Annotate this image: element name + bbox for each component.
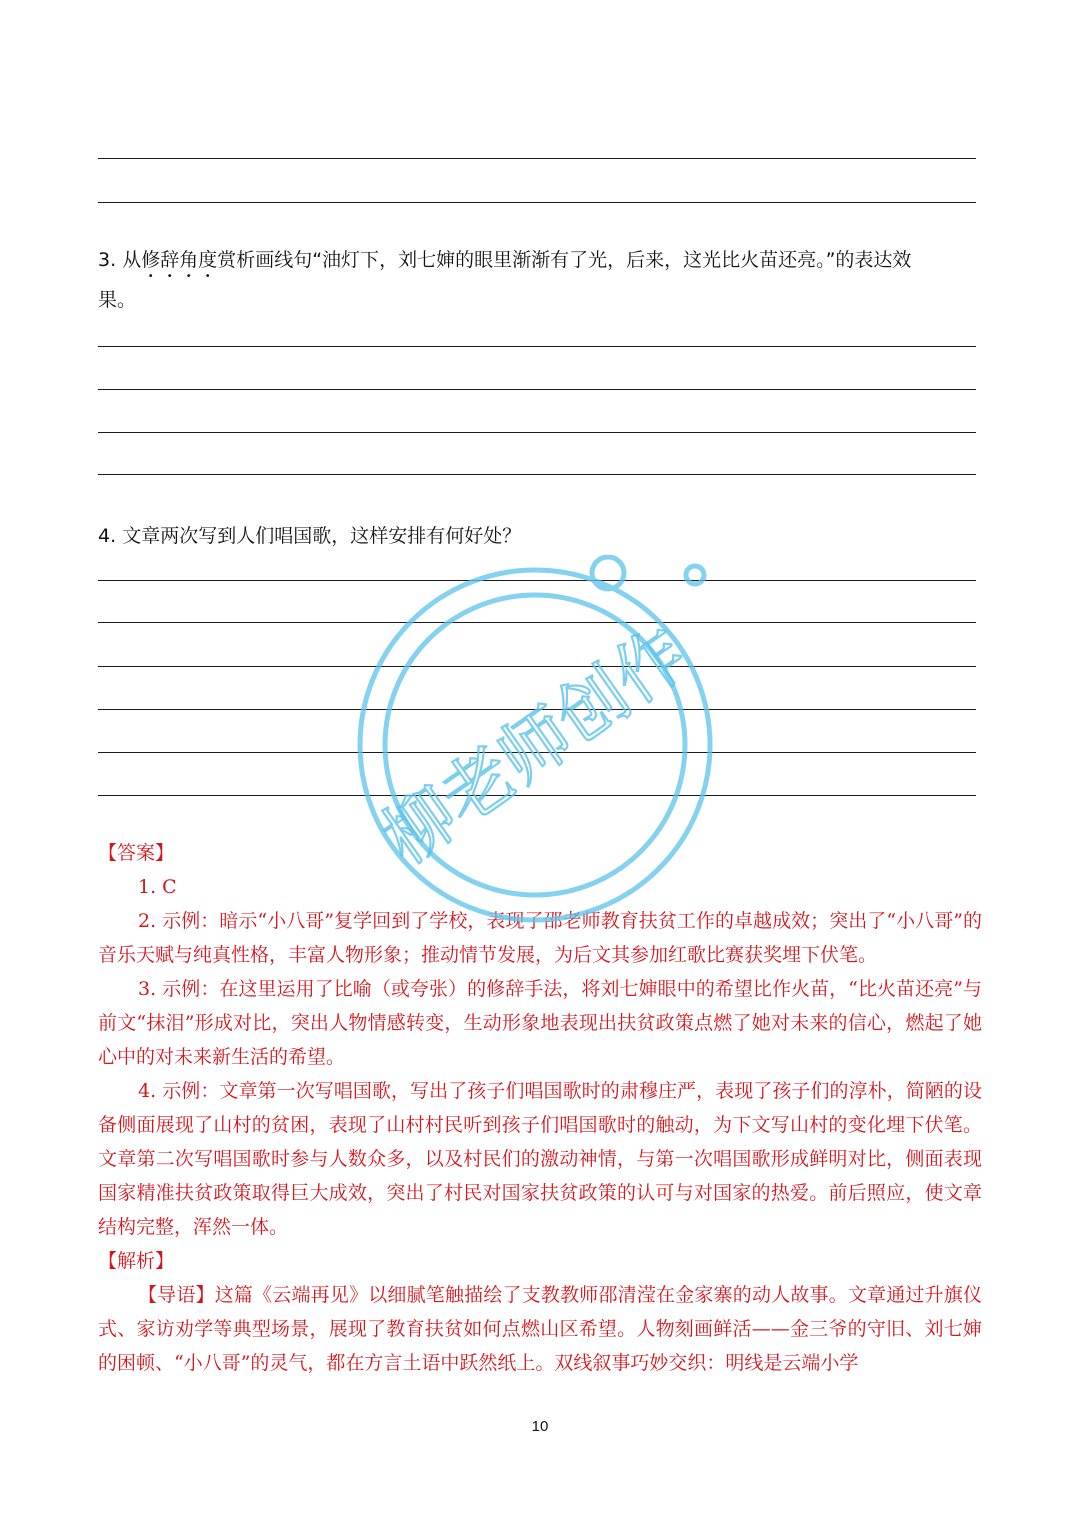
question-4 <box>98 518 988 554</box>
question-text: 从 <box>122 249 142 271</box>
answer-line <box>98 474 976 475</box>
question-text: 赏析画线句“油灯下，刘七婶的眼里渐渐有了光，后来，这光比火苗还亮。”的表达效 <box>217 249 912 271</box>
answer-line <box>98 389 976 390</box>
answer-item: 2. 示例：暗示“小八哥”复学回到了学校，表现了邵老师教育扶贫工作的卓越成效；突出了“小八哥”的音乐天赋与纯真性格，丰富人物形象；推动情节发展，为后文其参加红歌比赛获奖埋下伏笔。 <box>98 910 982 966</box>
question-text: 文章两次写到人们唱国歌，这样安排有何好处？ <box>122 525 522 547</box>
page-number: 10 <box>531 1418 549 1435</box>
question-3-line2 <box>98 282 988 318</box>
question-text: 果。 <box>98 289 137 311</box>
emphasized-text: 修辞角度 <box>141 249 218 271</box>
question-number: 4. <box>98 525 117 547</box>
analysis-intro: 【导语】这篇《云端再见》以细腻笔触描绘了支教教师邵清滢在金家寨的动人故事。文章通过升旗仪式、家访劝学等典型场景，展现了教育扶贫如何点燃山区希望。人物刻画鲜活——金三爷的守旧、刘七婶的困顿、“小八哥”的灵气，都在方言土语中跃然纸上。双线叙事巧妙交织：明线是云端小学 <box>98 1284 982 1374</box>
question-number: 3. <box>98 249 117 271</box>
answer-line <box>98 709 976 710</box>
answer-line <box>98 158 976 159</box>
answer-line <box>98 666 976 667</box>
answer-item: 3. 示例：在这里运用了比喻（或夸张）的修辞手法，将刘七婶眼中的希望比作火苗，“比火苗还亮”与前文“抹泪”形成对比，突出人物情感转变，生动形象地表现出扶贫政策点燃了她对未来的信心，燃起了她心中的对未来新生活的希望。 <box>98 978 982 1068</box>
analysis-heading: 【解析】 <box>98 1250 175 1272</box>
answer-heading: 【答案】 <box>98 842 175 864</box>
answer-item: 4. 示例：文章第一次写唱国歌，写出了孩子们唱国歌时的肃穆庄严，表现了孩子们的淳朴，简陋的设备侧面展现了山村的贫困，表现了山村村民听到孩子们唱国歌时的触动，为下文写山村的变化埋下伏笔。文章第二次写唱国歌时参与人数众多，以及村民们的激动神情，与第一次唱国歌形成鲜明对比，侧面表现国家精准扶贫政策取得巨大成效，突出了村民对国家扶贫政策的认可与对国家的热爱。前后照应，使文章结构完整，浑然一体。 <box>98 1080 982 1238</box>
question-3 <box>98 242 988 282</box>
answer-section <box>98 836 982 1380</box>
answer-line <box>98 580 976 581</box>
watermark-text: 柳老师创作 <box>368 611 703 880</box>
answer-line <box>98 202 976 203</box>
answer-line <box>98 432 976 433</box>
answer-line <box>98 622 976 623</box>
answer-line <box>98 795 976 796</box>
answer-item: 1. C <box>138 876 177 898</box>
answer-line <box>98 346 976 347</box>
answer-line <box>98 752 976 753</box>
